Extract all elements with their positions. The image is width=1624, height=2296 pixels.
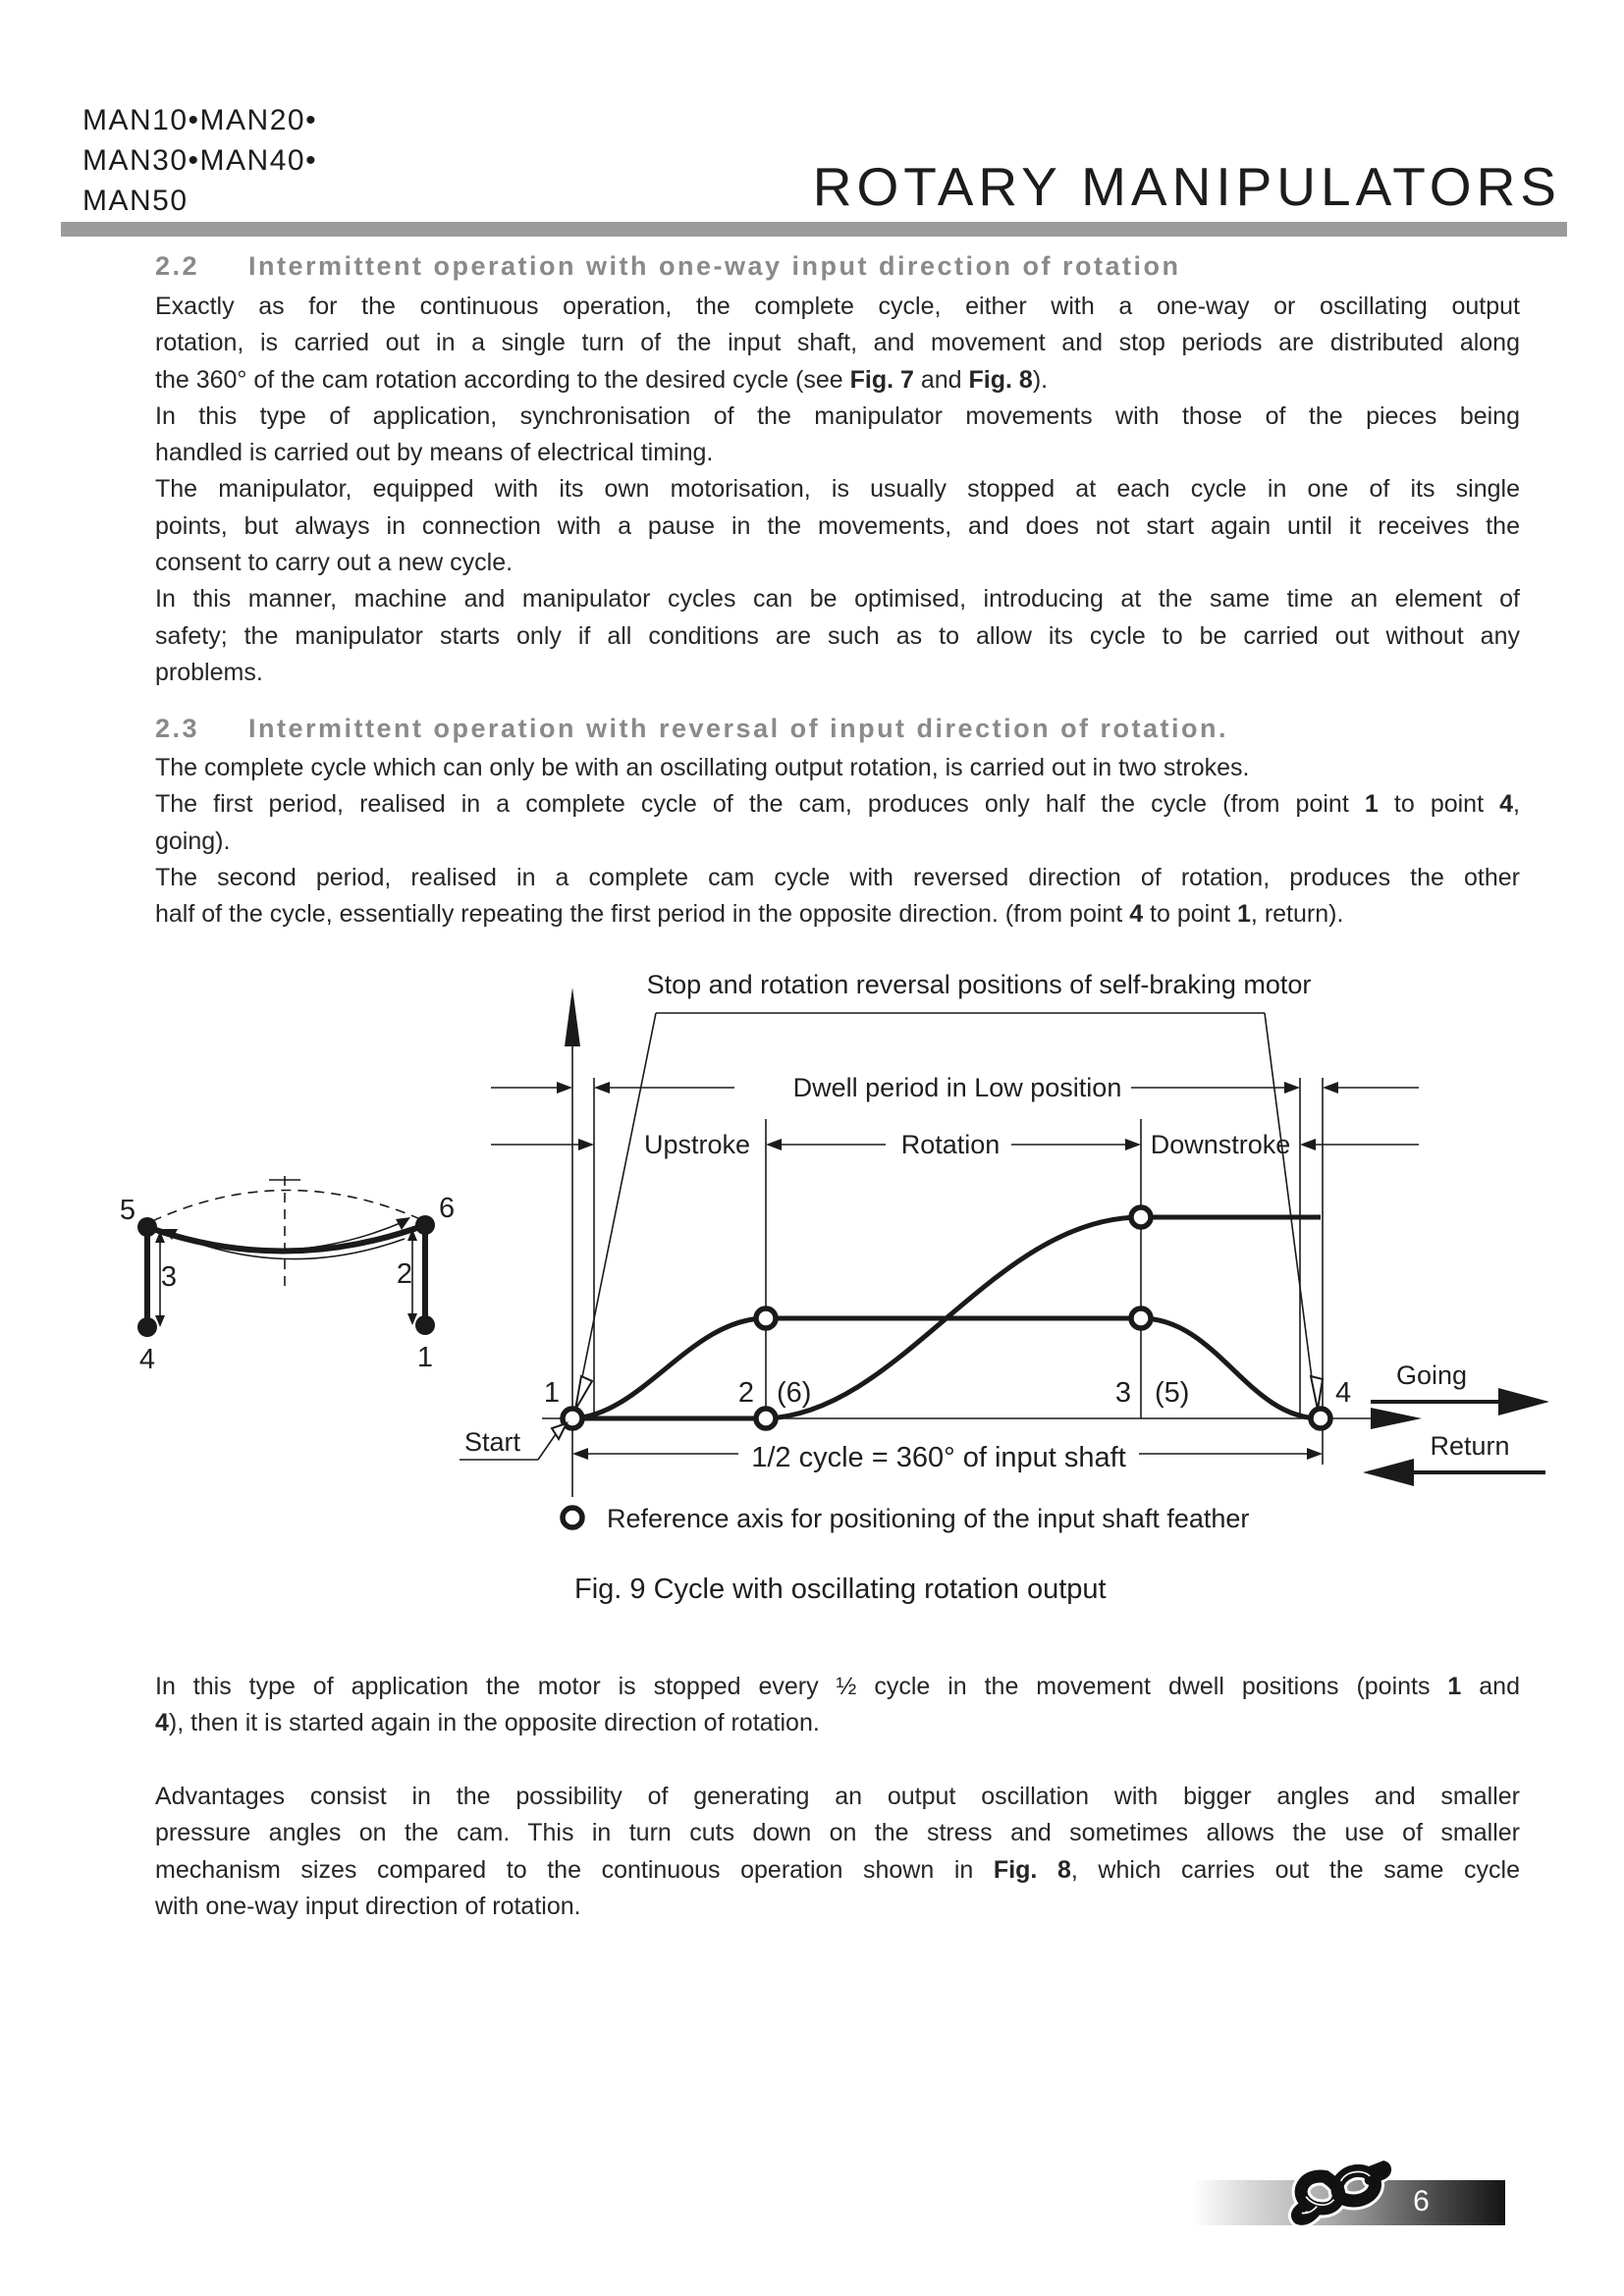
return-label: Return (1430, 1431, 1510, 1461)
section-title: Intermittent operation with one-way input direction of rotation (248, 251, 1181, 281)
header-rule (61, 222, 1567, 237)
model-list (82, 100, 317, 221)
time-axis-arrowhead (1371, 1408, 1422, 1429)
text-line: safety; the manipulator starts only if all conditions are such as to allow its cycle to be carried out without any (155, 621, 1520, 650)
text-line: half of the cycle, essentially repeating the first period in the opposite direction. (from point 4 to point 1, return). (155, 900, 1344, 929)
stop-arrowhead (575, 1376, 592, 1410)
bracket-left-slant (581, 1013, 656, 1382)
brand-logo (1288, 2160, 1394, 2228)
mini-label-2: 2 (396, 1258, 413, 1290)
stroke-dimension-row (491, 1130, 1419, 1159)
text-line: with one-way input direction of rotation. (155, 1892, 581, 1920)
reference-axis-icon (563, 1508, 582, 1527)
downstroke-label: Downstroke (1150, 1130, 1291, 1159)
point-label-4: 4 (1335, 1377, 1352, 1409)
pivot-dot (415, 1315, 435, 1335)
going-arrowhead (1498, 1388, 1549, 1415)
dwell-label: Dwell period in Low position (792, 1073, 1122, 1102)
section-2-2-body (155, 289, 1520, 691)
text-line: The manipulator, equipped with its own motorisation, is usually stopped at each cycle in one of its single (155, 475, 1520, 504)
mini-label-4: 4 (138, 1344, 156, 1375)
start-pointer (460, 1423, 567, 1460)
return-arrowhead (1363, 1459, 1414, 1486)
half-cycle-dimension (572, 1442, 1323, 1473)
text-line: The complete cycle which can only be with an oscillating output rotation, is carried out in two strokes. (155, 754, 1250, 781)
text-line: consent to carry out a new cycle. (155, 549, 514, 577)
pivot-dot (137, 1217, 157, 1237)
section-2-3-body (155, 750, 1520, 933)
node-point-4 (1311, 1409, 1330, 1428)
point-label-2: 2 (737, 1377, 754, 1409)
text-line: In this type of application, synchronisation of the manipulator movements with those of the pieces being (155, 401, 1520, 430)
section-heading-2-2 (155, 251, 1522, 282)
point-label-1: 1 (543, 1377, 560, 1409)
after-figure-paragraph-1 (155, 1669, 1520, 1742)
text-line: In this type of application the motor is stopped every ½ cycle in the movement dwell positions (points 1 and (155, 1673, 1520, 1700)
rotation-label: Rotation (900, 1130, 1001, 1159)
point-label-3: 3 (1114, 1377, 1131, 1409)
node-point-3-top (1131, 1207, 1151, 1227)
section-heading-2-3 (155, 714, 1522, 744)
node-point-2-mid (756, 1308, 776, 1328)
text-line: In this manner, machine and manipulator cycles can be optimised, introducing at the same time an element of (155, 585, 1520, 614)
text-line: Exactly as for the continuous operation, the complete cycle, either with a one-way or oscillating output (155, 293, 1520, 320)
text-line: points, but always in connection with a pause in the movements, and does not start again until it receives the (155, 511, 1520, 540)
going-indicator (1371, 1361, 1549, 1415)
start-label: Start (464, 1427, 521, 1457)
upstroke-curve (572, 1318, 766, 1418)
page-title: ROTARY MANIPULATORS (812, 156, 1561, 217)
text-line: mechanism sizes compared to the continuous operation shown in Fig. 8, which carries out the same cycle (155, 1855, 1520, 1884)
node-point-2-low (756, 1409, 776, 1428)
text-line: pressure angles on the cam. This in turn cuts down on the stress and sometimes allows the use of smaller (155, 1819, 1520, 1847)
swept-path-dashed-arc (152, 1190, 420, 1221)
point-label-6: (6) (777, 1377, 812, 1409)
bracket-right-slant (1265, 1013, 1312, 1378)
mini-label-3: 3 (160, 1261, 178, 1293)
legend-text: Reference axis for positioning of the input shaft feather (607, 1504, 1250, 1533)
figure-caption: Fig. 9 Cycle with oscillating rotation output (574, 1574, 1107, 1605)
text-line: The second period, realised in a complete cam cycle with reversed direction of rotation, produces the other (155, 863, 1520, 891)
text-line: 4), then it is started again in the opposite direction of rotation. (155, 1709, 820, 1737)
mini-label-6: 6 (439, 1193, 456, 1224)
text-line: rotation, is carried out in a single turn of the input shaft, and movement and stop periods are distributed along (155, 329, 1520, 357)
section-number: 2.2 (155, 251, 200, 281)
text-line: The first period, realised in a complete cycle of the cam, produces only half the cycle (from point 1 to point 4, (155, 790, 1520, 819)
figure-note: Stop and rotation reversal positions of self-braking motor (646, 970, 1312, 999)
pivot-dot (415, 1215, 435, 1235)
model-line: MAN30•MAN40• (82, 144, 318, 177)
going-label: Going (1395, 1361, 1468, 1390)
return-indicator (1363, 1431, 1545, 1486)
text-line: problems. (155, 658, 263, 686)
section-number: 2.3 (155, 714, 200, 743)
point-label-5: (5) (1155, 1377, 1190, 1409)
upstroke-label: Upstroke (643, 1130, 751, 1159)
return-arc-arrow (171, 1233, 405, 1259)
figure-9-diagram (0, 923, 1624, 1669)
mini-label-1: 1 (416, 1342, 434, 1373)
text-line: going). (155, 827, 231, 855)
pivot-dot (137, 1317, 157, 1337)
text-line: the 360° of the cam rotation according to the desired cycle (see Fig. 7 and Fig. 8). (155, 365, 1049, 394)
model-line: MAN50 (82, 185, 189, 217)
axis-up-arrowhead (565, 988, 580, 1046)
mini-arm-diagram (120, 1176, 455, 1375)
half-cycle-label: 1/2 cycle = 360° of input shaft (751, 1442, 1126, 1473)
after-figure-paragraph-2 (155, 1779, 1520, 1925)
mini-label-5: 5 (119, 1195, 135, 1226)
section-title: Intermittent operation with reversal of input direction of rotation. (248, 714, 1229, 743)
stop-arrowhead (1311, 1376, 1323, 1410)
dwell-dimension-row (491, 1073, 1419, 1102)
text-line: Advantages consist in the possibility of generating an output oscillation with bigger angles and smaller (155, 1783, 1520, 1810)
model-line: MAN10•MAN20• (82, 104, 318, 136)
node-point-3-mid (1131, 1308, 1151, 1328)
text-line: handled is carried out by means of electrical timing. (155, 439, 714, 467)
page-number: 6 (1413, 2185, 1431, 2217)
knot-icon (1292, 2165, 1390, 2220)
